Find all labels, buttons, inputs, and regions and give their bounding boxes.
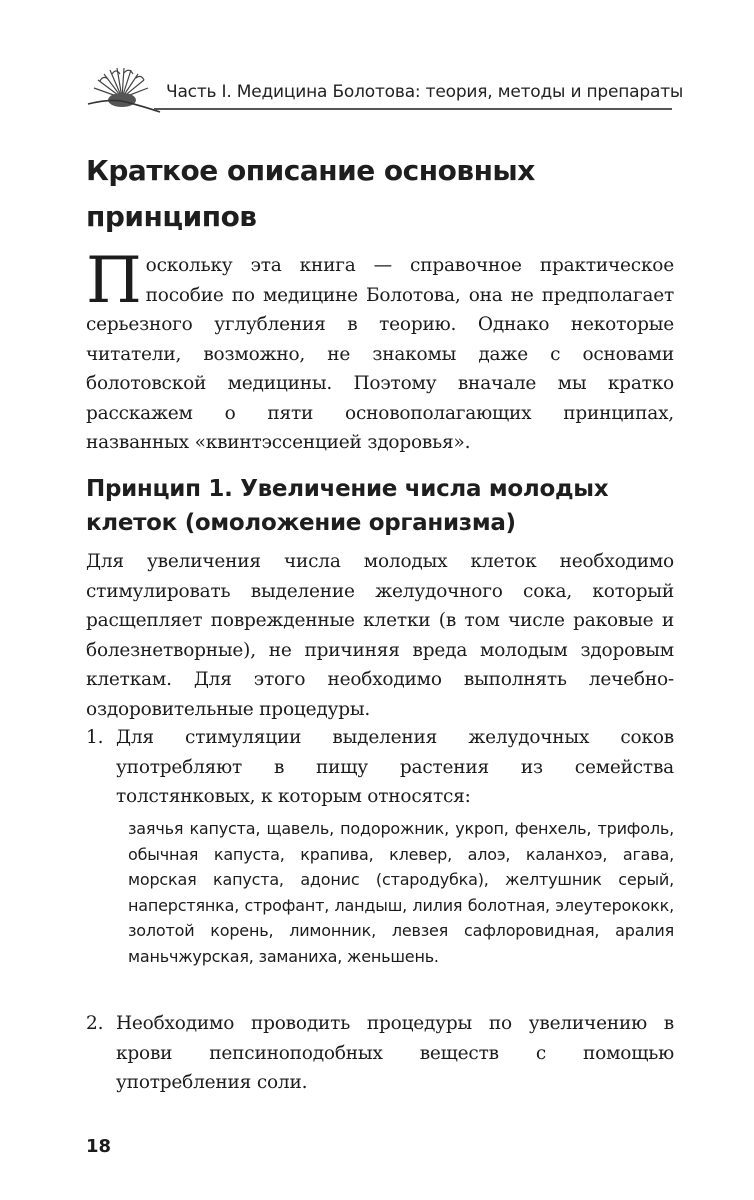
list-item [86, 723, 674, 812]
running-title: Часть I. Медицина Болотова: теория, методы и препараты [166, 82, 684, 102]
section-title-line2: принципов [86, 200, 257, 233]
header-rule [154, 108, 672, 110]
plant-list: заячья капуста, щавель, подорожник, укроп, фенхель, трифоль, обычная капуста, крапива, клевер, алоэ, каланхоэ, агава, морская капуста, адонис (стародубка), желтушник серый, наперстянка, строфант, ландыш, лилия болотная, элеутерококк, золотой корень, лимонник, левзея сафлоровидная, аралия маньчжурская, заманиха, женьшень. [128, 819, 674, 966]
drop-cap: П [86, 244, 142, 318]
page-number: 18 [86, 1136, 112, 1157]
principle-1-title-line2: клеток (омоложение организма) [86, 510, 516, 536]
principle-1-title-line1: Принцип 1. Увеличение числа молодых [86, 476, 609, 502]
running-header [82, 60, 682, 110]
list-item-number: 1. [86, 727, 104, 748]
section-title-line1: Краткое описание основных [86, 154, 535, 187]
intro-paragraph [86, 244, 674, 458]
sunflower-ornament-icon [82, 64, 162, 114]
list-item [86, 1009, 674, 1098]
principle-1-paragraph: Для увеличения числа молодых клеток необходимо стимулировать выделение желудочного сока, который расщепляет поврежденные клетки (в том числе раковые и болезнетворные), не причиняя вреда молодым здоровым клеткам. Для этого необходимо выполнять лечебно-оздоровительные процедуры. [86, 551, 674, 720]
list-item-text: Необходимо проводить процедуры по увеличению в крови пепсиноподобных веществ с помощью употребления соли. [116, 1013, 674, 1093]
list-item-text: Для стимуляции выделения желудочных соков употребляют в пищу растения из семейства толстянковых, к которым относятся: [116, 727, 674, 807]
principle-1-title [86, 472, 666, 540]
intro-text: оскольку эта книга — справочное практическое пособие по медицине Болотова, она не предполагает серьезного углубления в теорию. Однако некоторые читатели, возможно, не знакомы даже с основами болотовской медицины. Поэтому вначале мы кратко расскажем о пяти основополагающих принципах, названных «квинтэссенцией здоровья». [86, 255, 674, 453]
section-title [86, 148, 666, 240]
list-item-number: 2. [86, 1013, 104, 1034]
